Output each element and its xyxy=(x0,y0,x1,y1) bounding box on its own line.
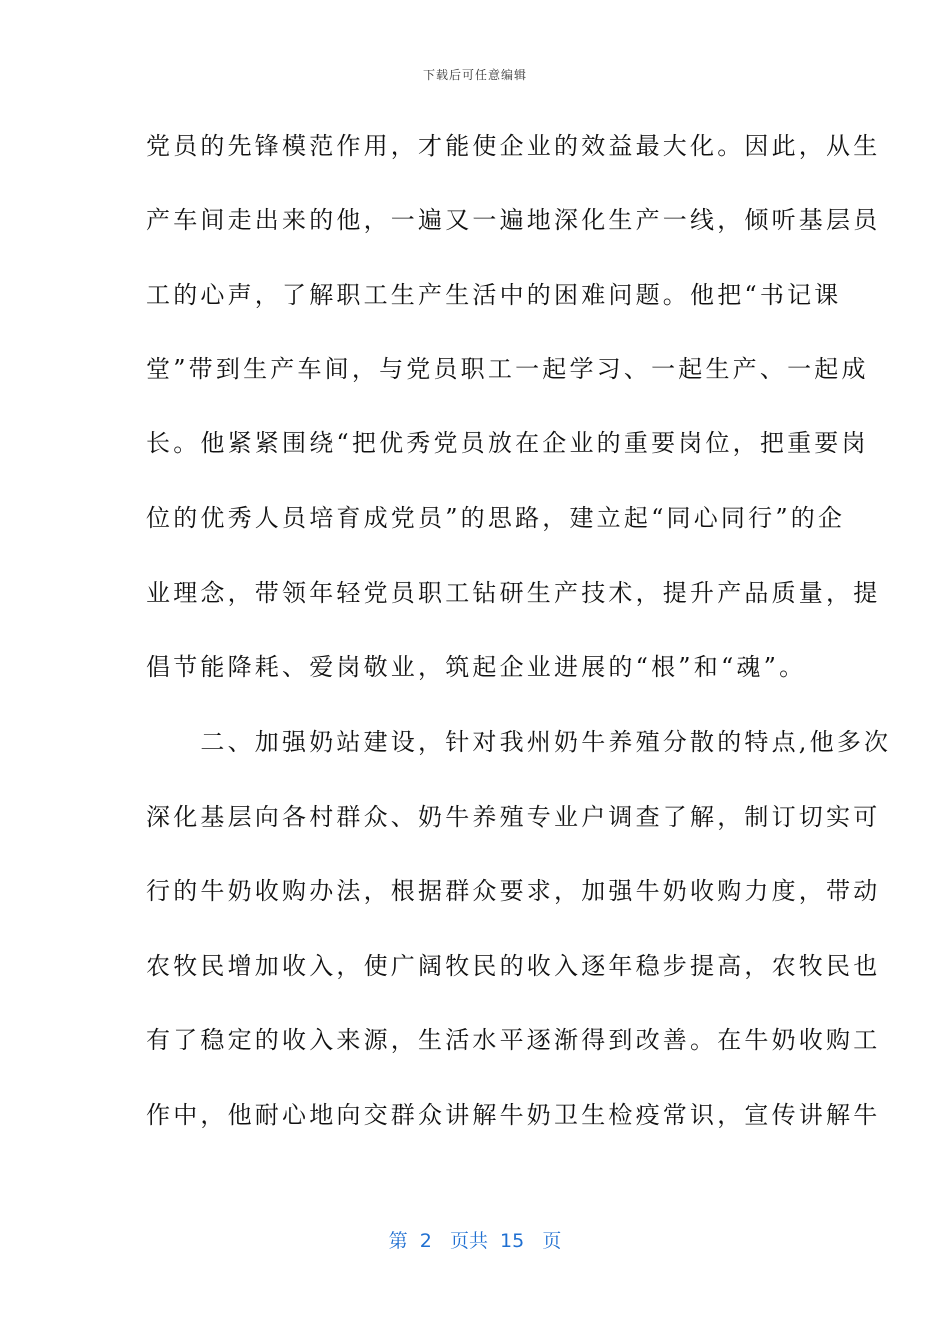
text-line: 工的心声，了解职工生产生活中的困难问题。他把“书记课 xyxy=(146,281,842,309)
page-header: 下载后可任意编辑 xyxy=(422,68,527,82)
text-line: 二、加强奶站建设，针对我州奶牛养殖分散的特点,他多次 xyxy=(146,728,892,756)
text-line: 位的优秀人员培育成党员”的思路，建立起“同心同行”的企 xyxy=(146,504,846,532)
text-line: 行的牛奶收购办法，根据群众要求，加强牛奶收购力度，带动 xyxy=(146,877,881,905)
text-line: 产车间走出来的他，一遍又一遍地深化生产一线，倾听基层员 xyxy=(146,206,881,234)
text-line: 农牧民增加收入，使广阔牧民的收入逐年稳步提高，农牧民也 xyxy=(146,952,881,980)
page-number-footer: 第 2 页共 15 页 xyxy=(388,1230,562,1252)
text-line: 深化基层向各村群众、奶牛养殖专业户调查了解，制订切实可 xyxy=(146,803,881,831)
text-line: 党员的先锋模范作用，才能使企业的效益最大化。因此，从生 xyxy=(146,132,881,160)
text-line: 作中，他耐心地向交群众讲解牛奶卫生检疫常识，宣传讲解牛 xyxy=(146,1101,881,1129)
text-line: 业理念，带领年轻党员职工钻研生产技术，提升产品质量，提 xyxy=(146,579,881,607)
text-line: 长。他紧紧围绕“把优秀党员放在企业的重要岗位，把重要岗 xyxy=(146,429,869,457)
text-line: 有了稳定的收入来源，生活水平逐渐得到改善。在牛奶收购工 xyxy=(146,1026,881,1054)
text-line: 倡节能降耗、爱岗敬业，筑起企业进展的“根”和“魂”。 xyxy=(146,653,807,681)
text-line: 堂”带到生产车间，与党员职工一起学习、一起生产、一起成 xyxy=(146,355,869,383)
